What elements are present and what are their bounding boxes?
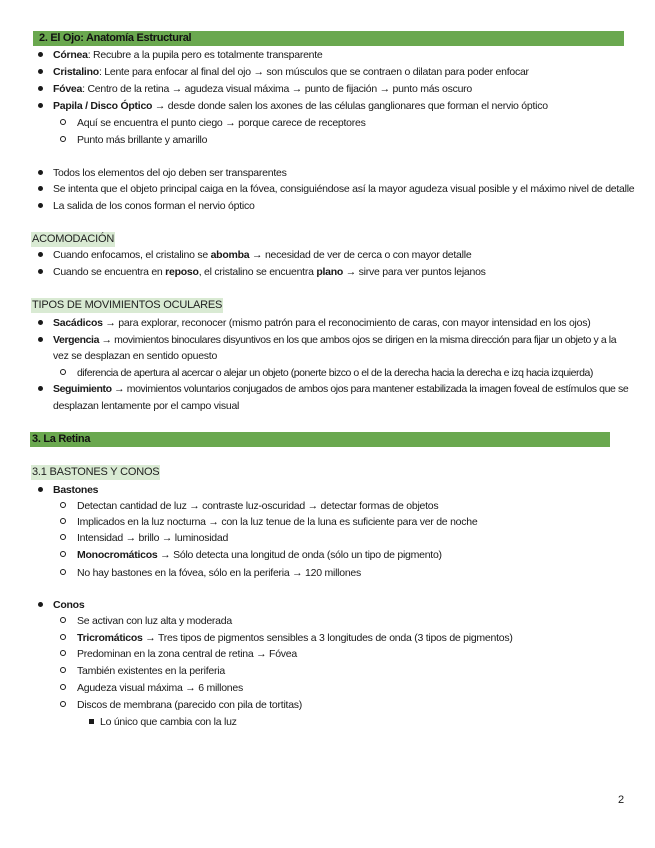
term-monocromaticos: Monocromáticos [77,549,158,561]
list-item-abomba [53,248,471,262]
bullet-icon [38,598,43,612]
list-item-seguimiento [53,382,628,396]
sub-item-conos-4: También existentes en la periferia [77,665,225,677]
text: → movimientos binoculares disyuntivos en los que ambos ojos se dirigen en la misma dirección para fijar un objeto y a la [99,334,617,346]
list-item-papila [53,99,548,113]
sub-item-bastones-4 [77,548,442,562]
circle-bullet-icon [60,566,66,580]
list-item-cornea [53,48,323,62]
text-papila: → desde donde salen los axones de las células ganglionares que forman el nervio óptico [152,100,548,112]
bullet-icon [38,82,43,96]
circle-bullet-icon [60,515,66,529]
sub-item-bastones-5: No hay bastones en la fóvea, sólo en la periferia → 120 millones [77,567,362,579]
term-reposo: reposo [165,266,199,278]
sub-item-conos-3: Predominan en la zona central de retina → Fóvea [77,648,297,660]
text: → necesidad de ver de cerca o con mayor detalle [249,249,472,261]
list-item-fovea [53,82,472,96]
text: → Tres tipos de pigmentos sensibles a 3 longitudes de onda (3 tipos de pigmentos) [142,632,513,644]
sub-item-bastones-3: Intensidad → brillo → luminosidad [77,532,229,544]
circle-bullet-icon [60,499,66,513]
sub-item-conos-6: Discos de membrana (parecido con pila de tortitas) [77,699,303,711]
term-fovea: Fóvea [53,83,83,95]
bullet-icon [38,265,43,279]
term-seguimiento: Seguimiento [53,383,112,395]
bullet-icon [38,166,43,180]
term-papila: Papila / Disco Óptico [53,100,153,112]
bullet-icon [38,48,43,62]
sub-item-conos-2 [77,631,513,645]
text: , el cristalino se encuentra [198,266,317,278]
list-item-nervio-optico: La salida de los conos forman el nervio óptico [53,200,255,212]
bullet-icon [38,65,43,79]
term-tricromaticos: Tricromáticos [77,632,143,644]
circle-bullet-icon [60,531,66,545]
list-item-vergencia-cont: vez se desplazan en sentido opuesto [53,350,218,362]
bullet-icon [38,333,43,347]
sub-item-papila-1: Aquí se encuentra el punto ciego → porque carece de receptores [77,117,366,129]
text-cristalino: : Lente para enfocar al final del ojo → son músculos que se contraen o dilatan para poder enfocar [98,66,529,78]
sub-item-bastones-2: Implicados en la luz nocturna → con la luz tenue de la luna es suficiente para ver de noche [77,516,478,528]
bullet-icon [38,382,43,396]
sub-item-bastones-1: Detectan cantidad de luz → contraste luz-oscuridad → detectar formas de objetos [77,500,439,512]
list-item-cristalino [53,65,529,79]
bullet-icon [38,248,43,262]
list-item-bastones [53,483,98,497]
subheading-bastones-conos: 3.1 BASTONES Y CONOS [32,466,160,478]
sub-item-vergencia: diferencia de apertura al acercar o alejar un objeto (ponerte bizco o el de la derecha hacia la derecha e izq hacia izquierda) [77,367,593,379]
circle-bullet-icon [60,698,66,712]
term-sacadicos: Sacádicos [53,317,103,329]
subheading-acomodacion: ACOMODACIÓN [32,233,115,245]
circle-bullet-icon [60,647,66,661]
bullet-icon [38,182,43,196]
section-header-retina: 3. La Retina [30,432,610,447]
sub-item-conos-5: Agudeza visual máxima → 6 millones [77,682,243,694]
bullet-icon [38,99,43,113]
list-item-vergencia [53,333,616,347]
list-item-conos [53,598,84,612]
circle-bullet-icon [60,631,66,645]
circle-bullet-icon [60,366,66,380]
list-item-seguimiento-cont: desplazan lentamente por el campo visual [53,400,240,412]
circle-bullet-icon [60,548,66,562]
text: → movimientos voluntarios conjugados de ambos ojos para mantener estabilizada la imagen foveal de estímulos que se [111,383,629,395]
list-item-reposo [53,265,486,279]
term-cristalino: Cristalino [53,66,99,78]
bullet-icon [38,199,43,213]
sub-item-papila-2: Punto más brillante y amarillo [77,134,208,146]
page-number: 2 [618,794,625,806]
sub-item-conos-1: Se activan con luz alta y moderada [77,615,232,627]
subheading-movimientos: TIPOS DE MOVIMIENTOS OCULARES [32,299,223,311]
list-item-fovea-objeto: Se intenta que el objeto principal caiga en la fóvea, consiguiéndose así la mayor agudeza visual posible y el máximo nivel de detalle [53,183,635,195]
term-cornea: Córnea [53,49,88,61]
sub-sub-item-conos-luz: Lo único que cambia con la luz [100,716,237,728]
square-bullet-icon [89,715,94,729]
term-conos: Conos [53,599,85,611]
circle-bullet-icon [60,116,66,130]
bullet-icon [38,316,43,330]
term-abomba: abomba [210,249,250,261]
bullet-icon [38,483,43,497]
text: → Sólo detecta una longitud de onda (sólo un tipo de pigmento) [157,549,442,561]
circle-bullet-icon [60,614,66,628]
text: Cuando enfocamos, el cristalino se [53,249,211,261]
section-header-ojo: 2. El Ojo: Anatomía Estructural [33,31,624,46]
term-plano: plano [316,266,344,278]
text: → para explorar, reconocer (mismo patrón para el reconocimiento de caras, con mayor intensidad en los ojos) [102,317,591,329]
text: Cuando se encuentra en [53,266,166,278]
text-fovea: : Centro de la retina → agudeza visual máxima → punto de fijación → punto más oscuro [82,83,472,95]
circle-bullet-icon [60,664,66,678]
text-cornea: : Recubre a la pupila pero es totalmente transparente [87,49,323,61]
circle-bullet-icon [60,681,66,695]
term-vergencia: Vergencia [53,334,100,346]
list-item-transparentes: Todos los elementos del ojo deben ser transparentes [53,167,287,179]
text: → sirve para ver puntos lejanos [343,266,486,278]
circle-bullet-icon [60,133,66,147]
term-bastones: Bastones [53,484,99,496]
list-item-sacadicos [53,316,590,330]
